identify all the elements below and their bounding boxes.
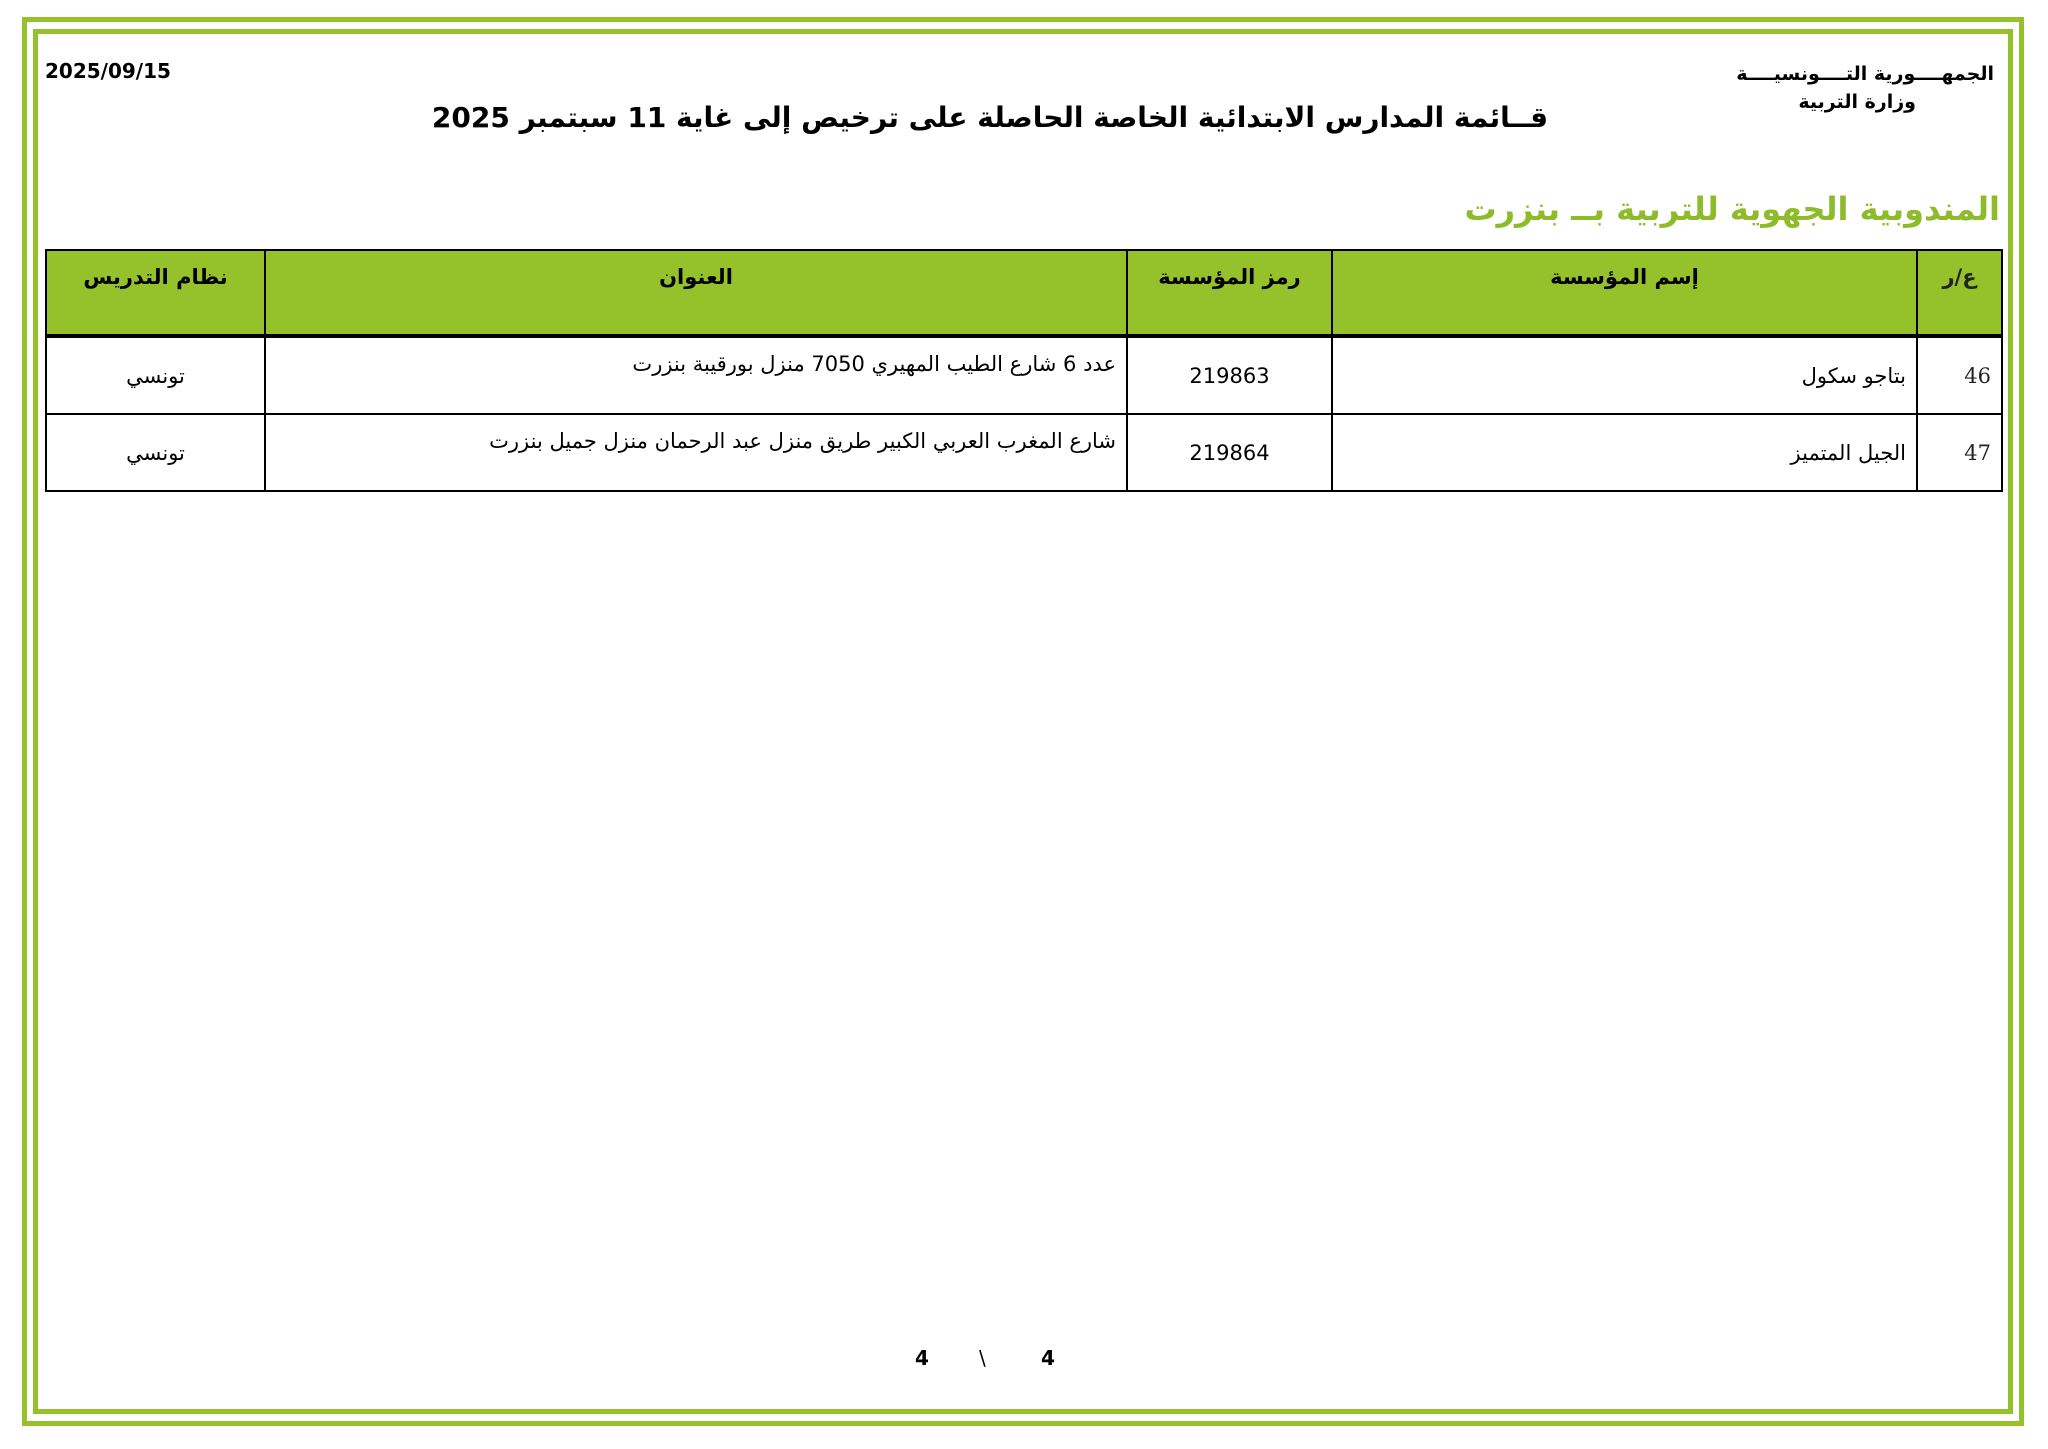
teaching-system: تونسي	[46, 414, 265, 491]
column-header-system: نظام التدريس	[46, 250, 265, 336]
section-title: المندوبية الجهوية للتربية بــ بنزرت	[1464, 190, 2000, 228]
page-border-inner	[33, 29, 2013, 1414]
page-current: 4	[915, 1346, 929, 1370]
school-address: شارع المغرب العربي الكبير طريق منزل عبد الرحمان منزل جميل بنزرت	[265, 414, 1127, 491]
column-header-code: رمز المؤسسة	[1127, 250, 1332, 336]
ministry-label: وزارة التربية	[1798, 91, 1916, 113]
table-row	[46, 336, 2002, 414]
document-date: 2025/09/15	[45, 59, 171, 83]
row-number: 46	[1917, 336, 2002, 414]
column-header-name: إسم المؤسسة	[1332, 250, 1917, 336]
table-row	[46, 414, 2002, 491]
schools-table	[45, 249, 2003, 492]
republic-label: الجمهــــورية التــــونسيــــة	[1736, 63, 1994, 85]
page-title: قــائمة المدارس الابتدائية الخاصة الحاصلة على ترخيص إلى غاية 11 سبتمبر 2025	[431, 101, 1549, 134]
page-total: 4	[1041, 1346, 1055, 1370]
school-name: بتاجو سكول	[1332, 336, 1917, 414]
school-code: 219863	[1127, 336, 1332, 414]
teaching-system: تونسي	[46, 336, 265, 414]
school-code: 219864	[1127, 414, 1332, 491]
school-address: عدد 6 شارع الطيب المهيري 7050 منزل بورقيبة بنزرت	[265, 336, 1127, 414]
page-separator: \	[979, 1346, 986, 1370]
column-header-address: العنوان	[265, 250, 1127, 336]
table-header-row	[46, 250, 2002, 336]
letterhead	[1634, 60, 1994, 116]
row-number: 47	[1917, 414, 2002, 491]
school-name: الجيل المتميز	[1332, 414, 1917, 491]
column-header-number: ع/ر	[1917, 250, 2002, 336]
